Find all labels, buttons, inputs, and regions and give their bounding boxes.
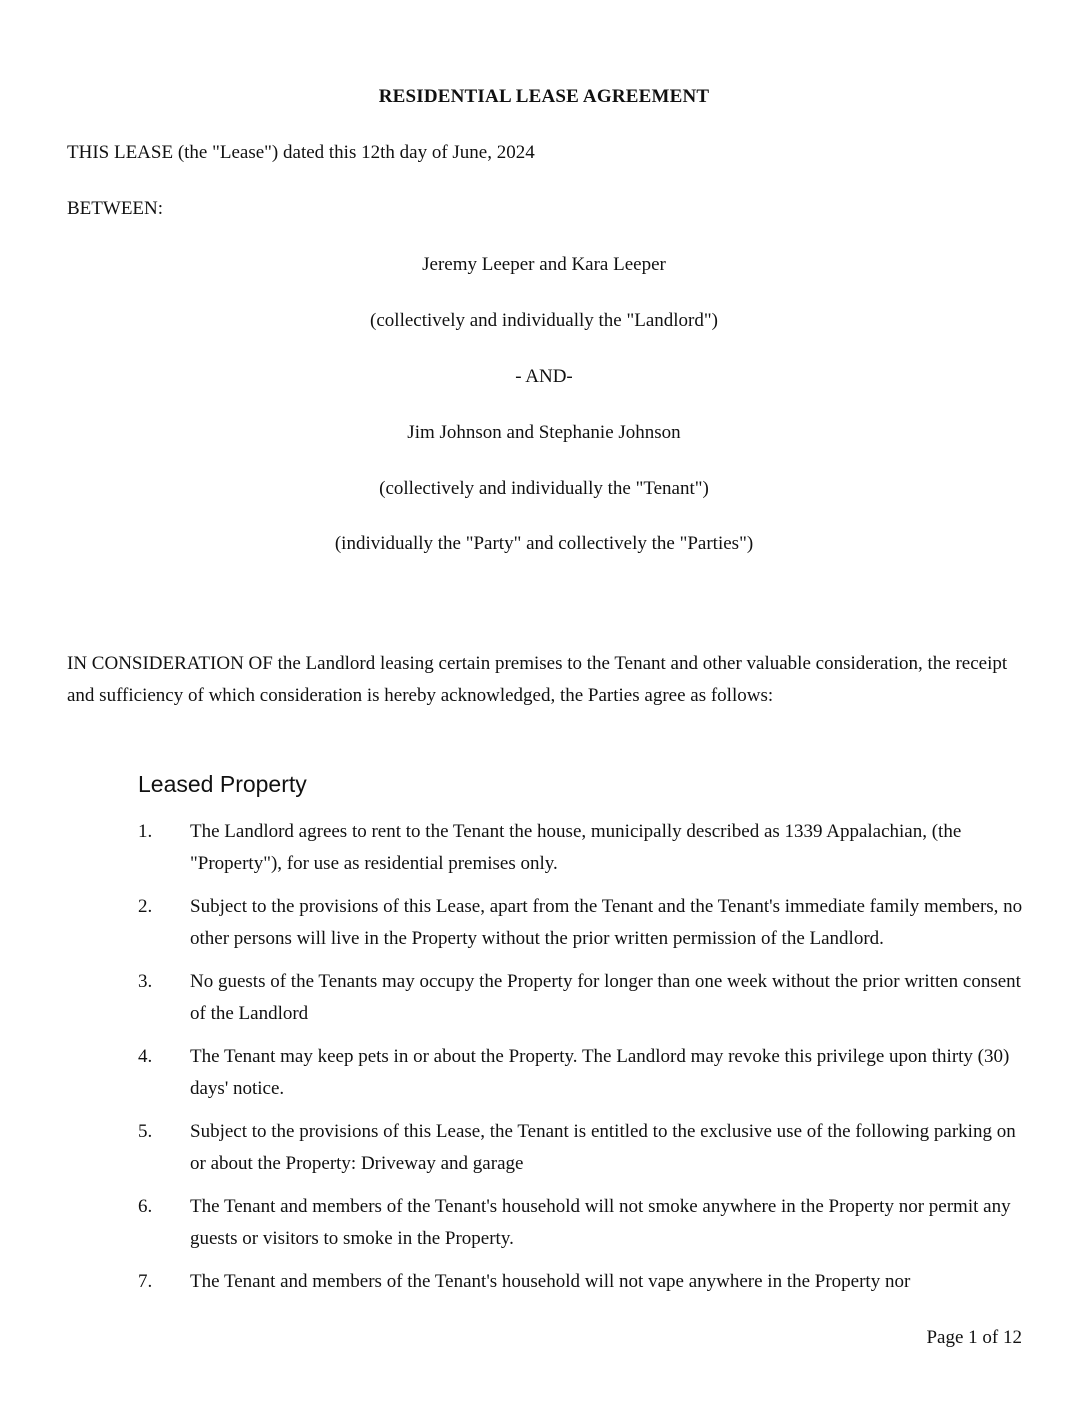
clause-item <box>138 1041 1028 1105</box>
clause-item <box>138 966 1028 1030</box>
tenant-names: Jim Johnson and Stephanie Johnson <box>407 422 681 443</box>
clause-number: 1. <box>138 821 153 842</box>
consideration-paragraph: IN CONSIDERATION OF the Landlord leasing certain premises to the Tenant and other valuable consideration, the receipt and sufficiency of which consideration is hereby acknowledged, the Parties agree as follows: <box>67 653 1008 706</box>
clause-number: 6. <box>138 1196 153 1217</box>
clause-text: The Tenant and members of the Tenant's household will not smoke anywhere in the Property nor permit any guests or visitors to smoke in the Property. <box>190 1196 1011 1249</box>
between-label: BETWEEN: <box>67 198 164 219</box>
clause-item <box>138 1191 1028 1255</box>
clause-text: Subject to the provisions of this Lease, the Tenant is entitled to the exclusive use of the following parking on or about the Property: Driveway and garage <box>190 1121 1016 1174</box>
clause-number: 4. <box>138 1046 153 1067</box>
clause-number: 2. <box>138 896 153 917</box>
parties-definition: (individually the "Party" and collectively the "Parties") <box>334 533 754 554</box>
clause-number: 5. <box>138 1121 153 1142</box>
clause-list <box>138 816 1028 1309</box>
clause-item <box>138 1116 1028 1180</box>
clause-text: The Tenant and members of the Tenant's household will not vape anywhere in the Property nor <box>190 1271 911 1292</box>
section-heading-leased-property: Leased Property <box>138 771 307 797</box>
clause-item <box>138 816 1028 880</box>
clause-text: The Tenant may keep pets in or about the Property. The Landlord may revoke this privilege upon thirty (30) days' notice. <box>190 1046 1010 1099</box>
clause-number: 3. <box>138 971 153 992</box>
clause-item <box>138 1266 1028 1298</box>
dated-line: THIS LEASE (the "Lease") dated this 12th day of June, 2024 <box>67 142 535 163</box>
page-indicator: Page 1 of 12 <box>926 1327 1022 1348</box>
clause-text: Subject to the provisions of this Lease, apart from the Tenant and the Tenant's immediate family members, no other persons will live in the Property without the prior written permission of the Landlord. <box>190 896 1023 949</box>
landlord-names: Jeremy Leeper and Kara Leeper <box>422 254 666 275</box>
landlord-definition: (collectively and individually the "Landlord") <box>370 310 718 331</box>
clause-number: 7. <box>138 1271 153 1292</box>
document-title: RESIDENTIAL LEASE AGREEMENT <box>378 86 710 107</box>
clause-text: The Landlord agrees to rent to the Tenant the house, municipally described as 1339 Appalachian, (the "Property"), for use as residential premises only. <box>190 821 962 874</box>
clause-text: No guests of the Tenants may occupy the Property for longer than one week without the prior written consent of the Landlord <box>190 971 1021 1024</box>
and-separator: - AND- <box>515 366 573 387</box>
tenant-definition: (collectively and individually the "Tenant") <box>379 478 709 499</box>
clause-item <box>138 891 1028 955</box>
